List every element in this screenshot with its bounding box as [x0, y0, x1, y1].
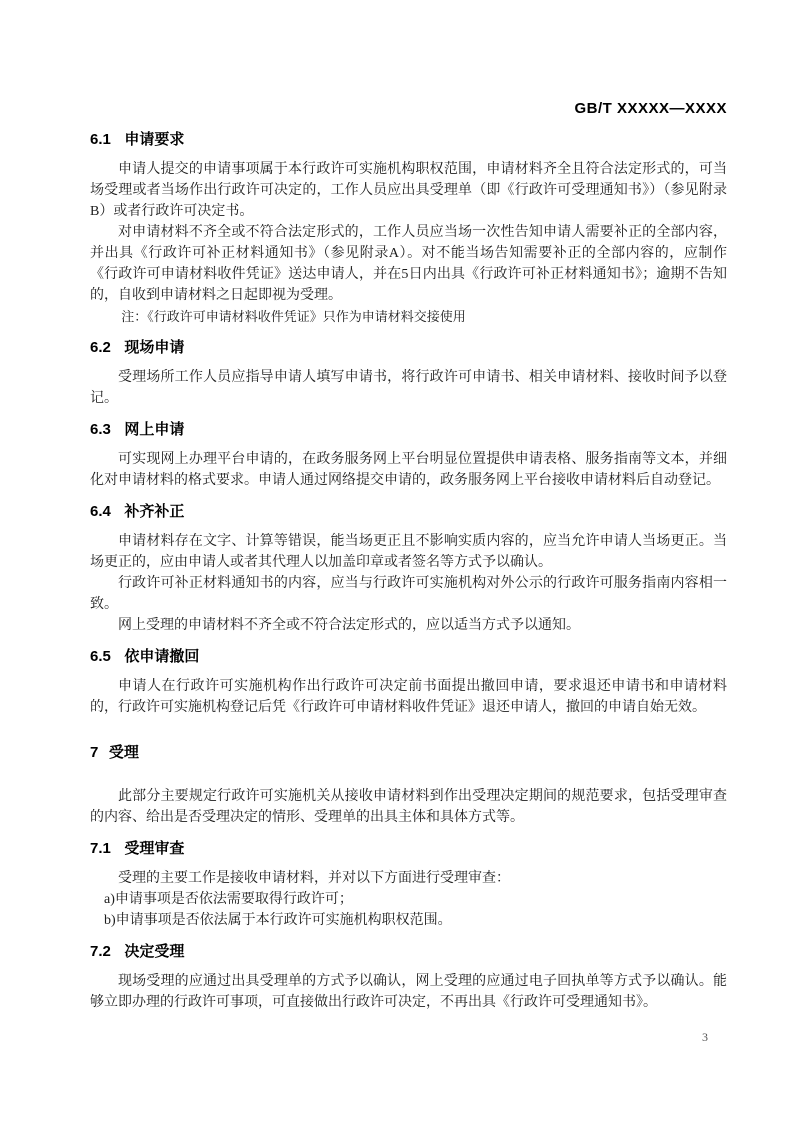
- chapter-number: 7: [90, 744, 99, 761]
- section-heading-6-4: [90, 501, 727, 522]
- section-number: 6.4: [90, 503, 111, 520]
- section-title: 现场申请: [124, 339, 185, 356]
- paragraph-7-1-1: 受理的主要工作是接收申请材料，并对以下方面进行受理审查：: [118, 871, 510, 886]
- section-heading-6-5: [90, 646, 727, 667]
- section-number: 6.5: [90, 648, 111, 665]
- paragraph-7-intro: 此部分主要规定行政许可实施机关从接收申请材料到作出受理决定期间的规范要求，包括受理审查的内容、给出是否受理决定的情形、受理单的出具主体和具体方式等。: [90, 789, 727, 825]
- paragraph-6-1-1: 申请人提交的申请事项属于本行政许可实施机构职权范围，申请材料齐全且符合法定形式的，可当场受理或者当场作出行政许可决定的，工作人员应出具受理单（即《行政许可受理通知书》）（参见附录B）或者行政许可决定书。: [90, 162, 727, 219]
- standard-number-header: GB/T XXXXX—XXXX: [574, 100, 727, 117]
- section-number: 6.1: [90, 131, 111, 148]
- section-number: 6.2: [90, 339, 111, 356]
- paragraph-6-4-2: 行政许可补正材料通知书的内容，应当与行政许可实施机构对外公示的行政许可服务指南内容相一致。: [90, 576, 727, 612]
- list-item-a: a)申请事项是否依法需要取得行政许可；: [104, 892, 353, 907]
- list-item-b: b)申请事项是否依法属于本行政许可实施机构职权范围。: [104, 913, 452, 928]
- section-heading-7-2: [90, 941, 727, 962]
- section-title: 补齐补正: [124, 503, 185, 520]
- section-heading-6-2: [90, 337, 727, 358]
- paragraph-7-2-1: 现场受理的应通过出具受理单的方式予以确认，网上受理的应通过电子回执单等方式予以确认。能够立即办理的行政许可事项，可直接做出行政许可决定，不再出具《行政许可受理通知书》。: [90, 974, 727, 1010]
- chapter-heading-7: [90, 742, 727, 763]
- section-heading-6-3: [90, 419, 727, 440]
- paragraph-6-3-1: 可实现网上办理平台申请的，在政务服务网上平台明显位置提供申请表格、服务指南等文本，并细化对申请材料的格式要求。申请人通过网络提交申请的，政务服务网上平台接收申请材料后自动登记。: [90, 452, 727, 488]
- section-number: 7.2: [90, 943, 111, 960]
- paragraph-6-2-1: 受理场所工作人员应指导申请人填写申请书，将行政许可申请书、相关申请材料、接收时间予以登记。: [90, 370, 727, 406]
- section-title: 受理审查: [124, 840, 185, 857]
- paragraph-6-4-3: 网上受理的申请材料不齐全或不符合法定形式的，应以适当方式予以通知。: [118, 618, 580, 633]
- section-title: 申请要求: [124, 131, 185, 148]
- section-heading-6-1: [90, 129, 727, 150]
- section-heading-7-1: [90, 838, 727, 859]
- section-title: 决定受理: [124, 943, 185, 960]
- paragraph-6-4-1: 申请材料存在文字、计算等错误，能当场更正且不影响实质内容的，应当允许申请人当场更正。当场更正的，应由申请人或者其代理人以加盖印章或者签名等方式予以确认。: [90, 534, 727, 570]
- note-6-1: 注：《行政许可申请材料收件凭证》只作为申请材料交接使用: [121, 309, 466, 324]
- page-number: 3: [702, 1030, 708, 1044]
- paragraph-6-5-1: 申请人在行政许可实施机构作出行政许可决定前书面提出撤回申请，要求退还申请书和申请材料的，行政许可实施机构登记后凭《行政许可申请材料收件凭证》退还申请人，撤回的申请自始无效。: [90, 679, 727, 715]
- section-number: 6.3: [90, 421, 111, 438]
- section-title: 依申请撤回: [124, 648, 200, 665]
- section-number: 7.1: [90, 840, 111, 857]
- chapter-title: 受理: [108, 744, 139, 761]
- section-title: 网上申请: [124, 421, 185, 438]
- paragraph-6-1-2: 对申请材料不齐全或不符合法定形式的，工作人员应当场一次性告知申请人需要补正的全部内容，并出具《行政许可补正材料通知书》（参见附录A）。对不能当场告知需要补正的全部内容的，应制作《行政许可申请材料收件凭证》送达申请人，并在5日内出具《行政许可补正材料通知书》；逾期不告知的，自收到申请材料之日起即视为受理。: [90, 225, 727, 303]
